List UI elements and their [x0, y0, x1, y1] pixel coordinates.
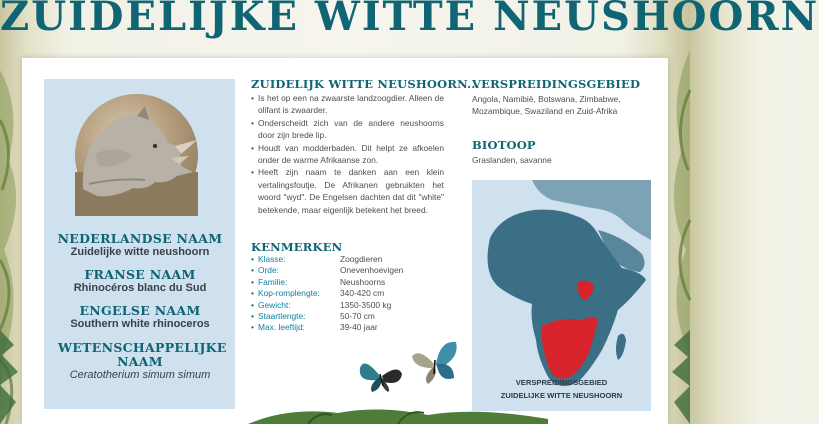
map-caption-line2: ZUIDELIJKE WITTE NEUSHOORN	[500, 390, 623, 400]
table-row	[251, 300, 451, 311]
kenmerk-key: • Orde:	[251, 265, 340, 276]
verspreiding-text: Angola, Namibië, Botswana, Zimbabwe, Mozambique, Swaziland en Zuid-Afrika	[472, 94, 621, 116]
facts-list	[251, 92, 444, 216]
butterfly-icon	[410, 338, 460, 386]
rhino-photo	[75, 94, 198, 216]
list-item: • Onderscheidt zich van de andere neushoorns door zijn brede lip.	[251, 117, 444, 142]
kenmerk-key: • Max. leeftijd:	[251, 322, 340, 333]
dutch-name-value: Zuidelijke witte neushoorn	[70, 246, 210, 258]
kenmerk-value: 39-40 jaar	[340, 322, 378, 333]
list-item: • Houdt van modderbaden. Dit helpt ze afkoelen onder de warme Afrikaanse zon.	[251, 142, 444, 167]
kenmerk-value: 1350-3500 kg	[340, 299, 392, 310]
kenmerk-value: Neushoorns	[340, 276, 386, 287]
map-caption-line1: VERSPREIDINGSGEBIED	[515, 378, 608, 387]
verspreiding-heading: VERSPREIDINGSGEBIED	[472, 77, 641, 91]
kenmerk-value: Onevenhoevigen	[340, 265, 404, 276]
kenmerk-value: 50-70 cm	[340, 311, 375, 322]
english-name-heading: ENGELSE NAAM	[79, 303, 201, 318]
english-name-value: Southern white rhinoceros	[70, 318, 210, 330]
table-row	[251, 322, 451, 333]
table-row	[251, 265, 451, 276]
kenmerk-value: 340-420 cm	[340, 288, 385, 299]
kenmerk-key: • Familie:	[251, 277, 340, 288]
french-name-heading: FRANSE NAAM	[84, 267, 196, 282]
page-title: ZUIDELIJKE WITTE NEUSHOORN	[0, 0, 819, 40]
kenmerk-key: • Staartlengte:	[251, 311, 340, 322]
butterfly-icon	[358, 356, 404, 394]
scientific-name-heading: WETENSCHAPPELIJKE NAAM	[58, 340, 227, 369]
kenmerk-key: • Kop-romplengte:	[251, 288, 340, 299]
table-row	[251, 311, 451, 322]
facts-heading: ZUIDELIJK WITTE NEUSHOORN...	[251, 77, 480, 91]
biotoop-text: Graslanden, savanne	[472, 155, 552, 165]
rhino-icon	[75, 94, 198, 216]
kenmerk-key: • Klasse:	[251, 254, 340, 265]
kenmerk-key: • Gewicht:	[251, 300, 340, 311]
map-caption	[472, 377, 651, 402]
kenmerken-table	[251, 254, 451, 334]
table-row	[251, 254, 451, 265]
table-row	[251, 288, 451, 299]
scientific-name-value: Ceratotherium simum simum	[69, 369, 211, 381]
list-item: • Heeft zijn naam te danken aan een klein vertalingsfoutje. De Afrikanen gebruikten het woord "wyd". De Engelsen dachten dat dit "white" betekende, maar eigenlijk betekent het breed.	[251, 166, 444, 216]
dutch-name-heading: NEDERLANDSE NAAM	[57, 231, 223, 246]
french-name-value: Rhinocéros blanc du Sud	[73, 282, 207, 294]
biotoop-heading: BIOTOOP	[472, 138, 536, 152]
kenmerk-value: Zoogdieren	[340, 254, 383, 264]
table-row	[251, 277, 451, 288]
kenmerken-heading: KENMERKEN	[251, 240, 343, 254]
list-item: • Is het op een na zwaarste landzoogdier. Alleen de olifant is zwaarder.	[251, 92, 444, 117]
